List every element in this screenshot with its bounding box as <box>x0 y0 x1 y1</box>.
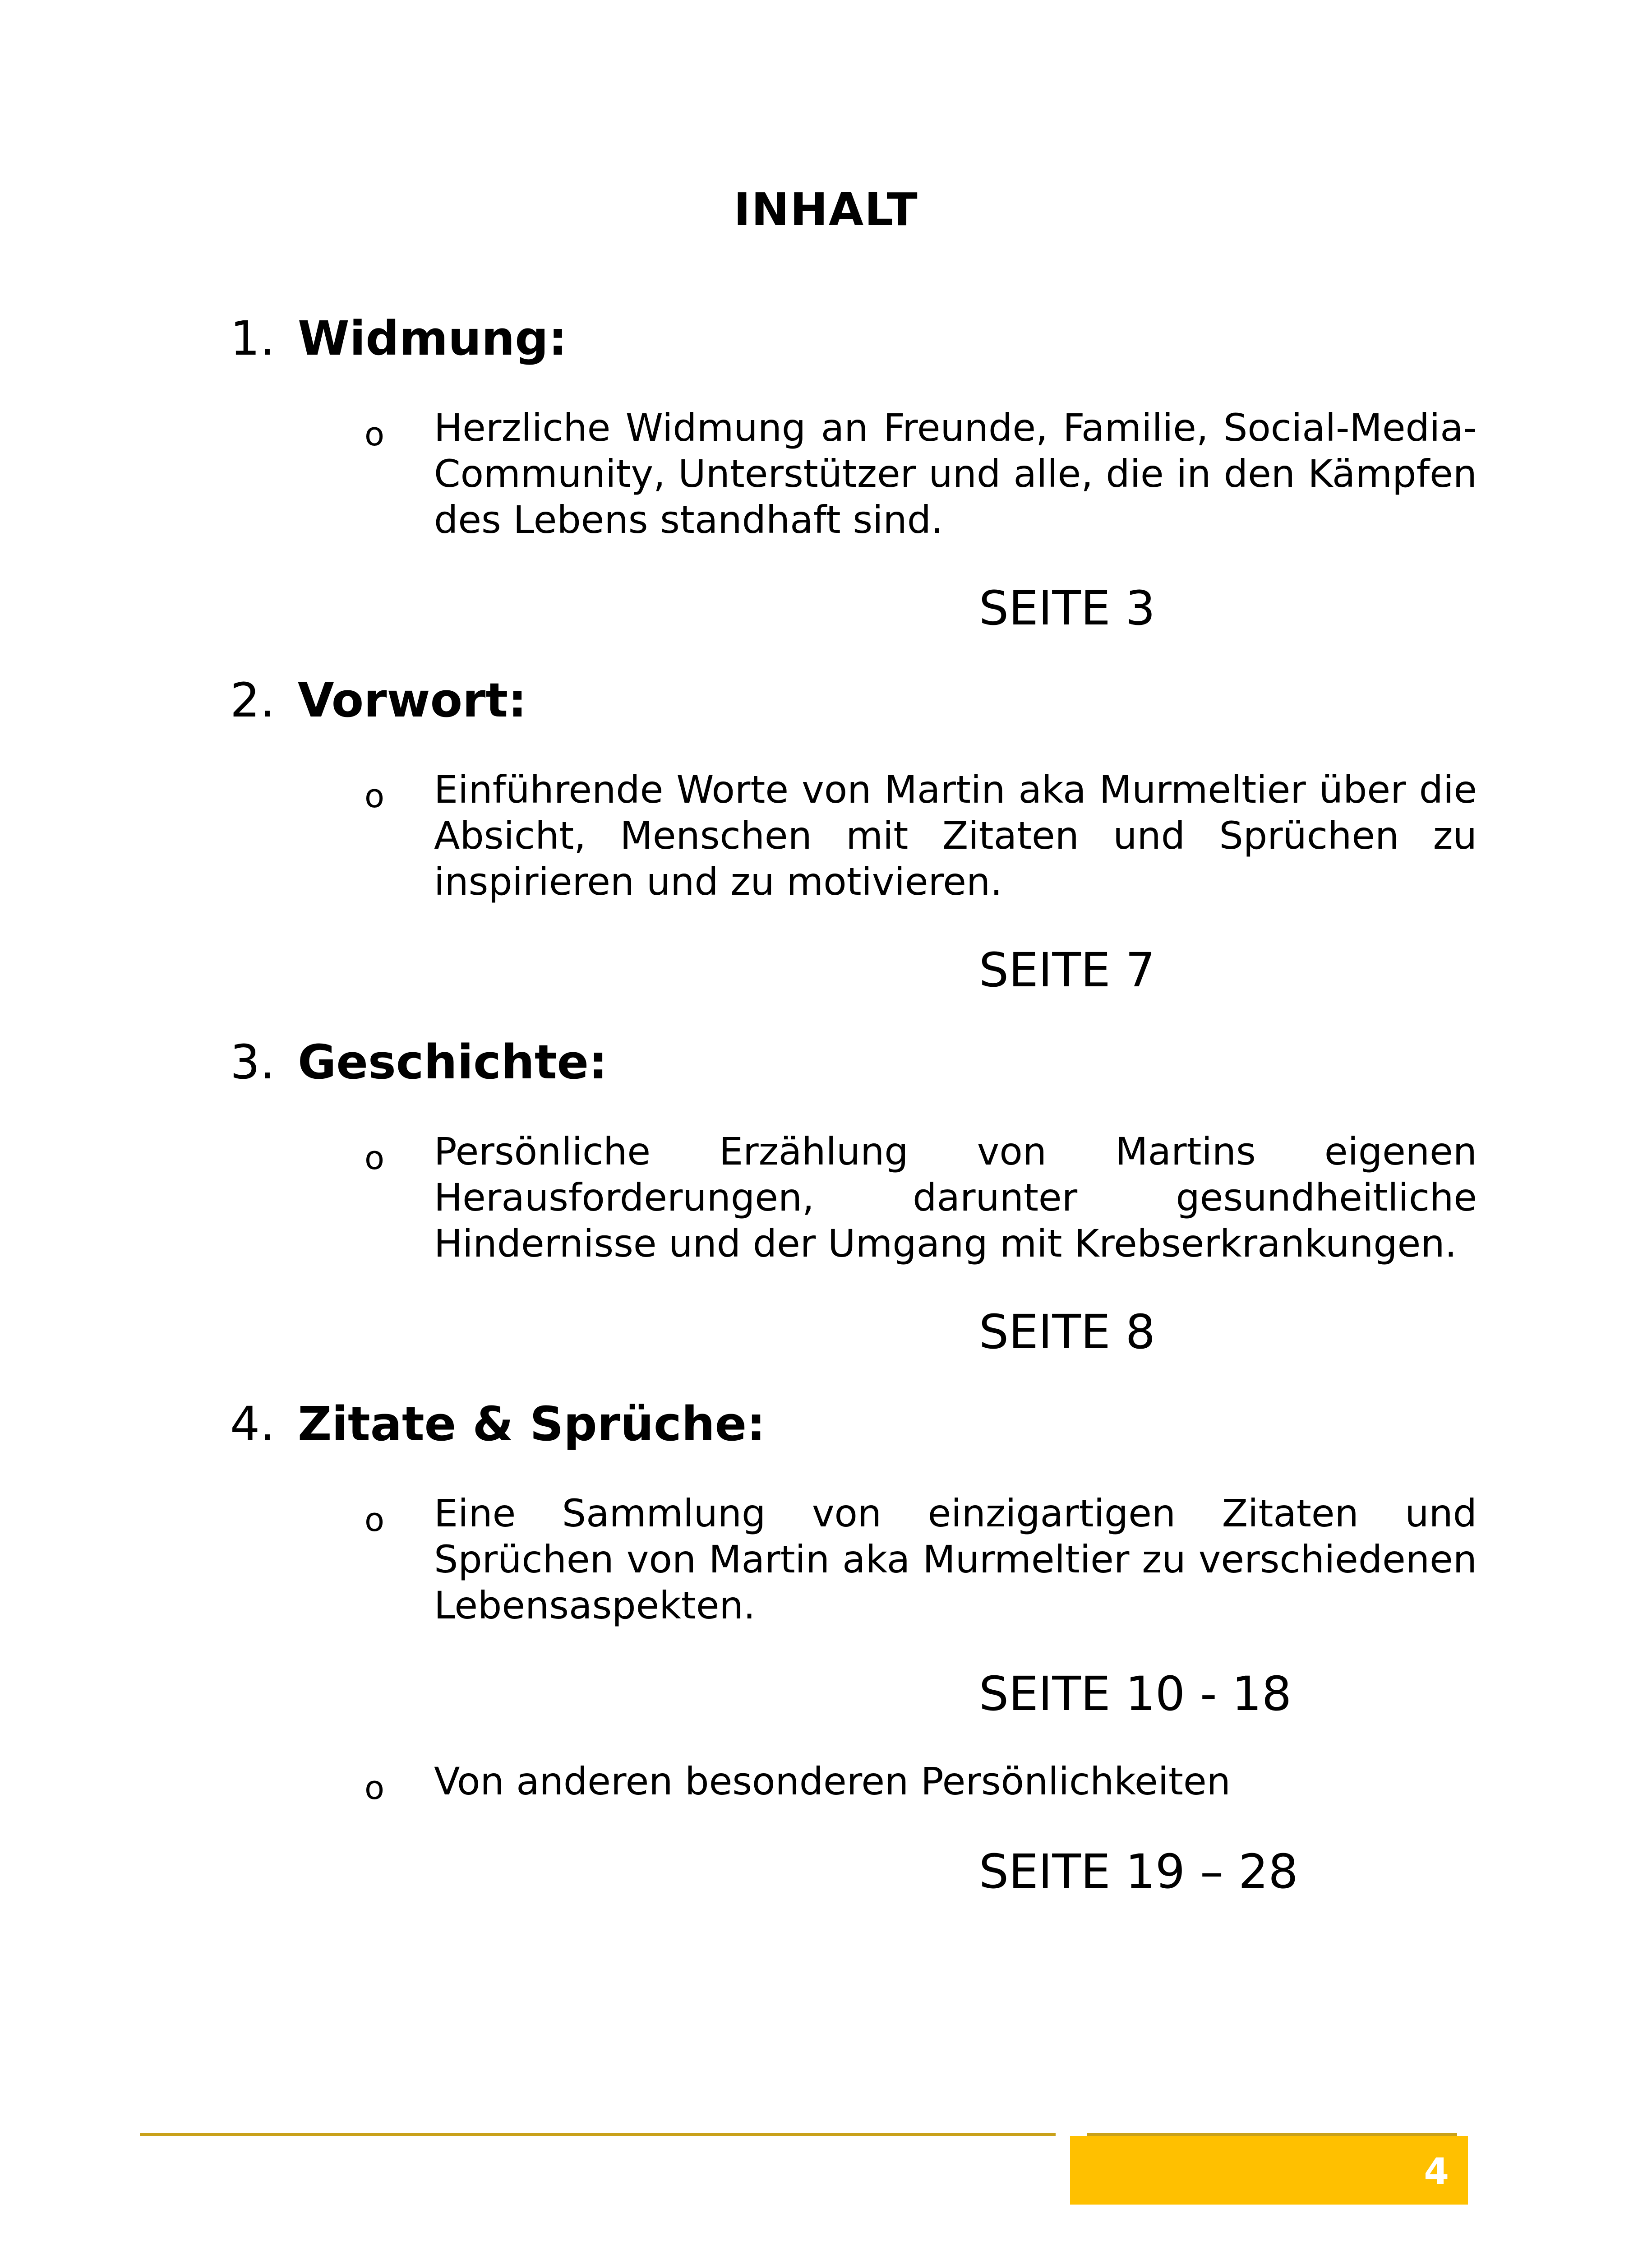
page-number-box <box>1070 2136 1468 2205</box>
section-heading-vorwort <box>230 671 527 730</box>
section-title: Vorwort: <box>298 673 527 728</box>
section-number: 3. <box>230 1035 275 1090</box>
section-description: Einführende Worte von Martin aka Murmeltier über die Absicht, Menschen mit Zitaten und Sprüchen zu inspirieren und zu motivieren. <box>434 767 1477 904</box>
section-description: Eine Sammlung von einzigartigen Zitaten und Sprüchen von Martin aka Murmeltier zu verschiedenen Lebensaspekten. <box>434 1491 1477 1627</box>
page-reference: SEITE 7 <box>979 943 1155 998</box>
section-title: Widmung: <box>298 311 568 366</box>
page-title: INHALT <box>734 183 918 236</box>
page-reference: SEITE 10 - 18 <box>979 1666 1292 1721</box>
page-number: 4 <box>1424 2150 1449 2192</box>
bullet-icon: o <box>365 777 385 815</box>
section-description: Herzliche Widmung an Freunde, Familie, Social-Media-Community, Unterstützer und alle, die in den Kämpfen des Lebens standhaft sind. <box>434 406 1477 542</box>
section-heading-geschichte <box>230 1033 608 1091</box>
section-heading-zitate <box>230 1395 766 1453</box>
page-reference: SEITE 8 <box>979 1304 1155 1359</box>
section-title: Geschichte: <box>298 1035 608 1090</box>
section-number: 4. <box>230 1396 275 1452</box>
bullet-icon: o <box>365 1769 385 1807</box>
page-reference: SEITE 19 – 28 <box>979 1844 1298 1899</box>
section-title: Zitate & Sprüche: <box>298 1396 766 1452</box>
section-description: Persönliche Erzählung von Martins eigenen Herausforderungen, darunter gesundheitliche Hindernisse und der Umgang mit Krebserkrankungen. <box>434 1129 1477 1266</box>
bullet-icon: o <box>365 1501 385 1539</box>
bullet-icon: o <box>365 415 385 453</box>
section-description: Von anderen besonderen Persönlichkeiten <box>434 1759 1231 1803</box>
section-number: 2. <box>230 673 275 728</box>
section-heading-widmung <box>230 309 567 368</box>
page-reference: SEITE 3 <box>979 581 1155 636</box>
section-number: 1. <box>230 311 275 366</box>
bullet-icon: o <box>365 1139 385 1177</box>
